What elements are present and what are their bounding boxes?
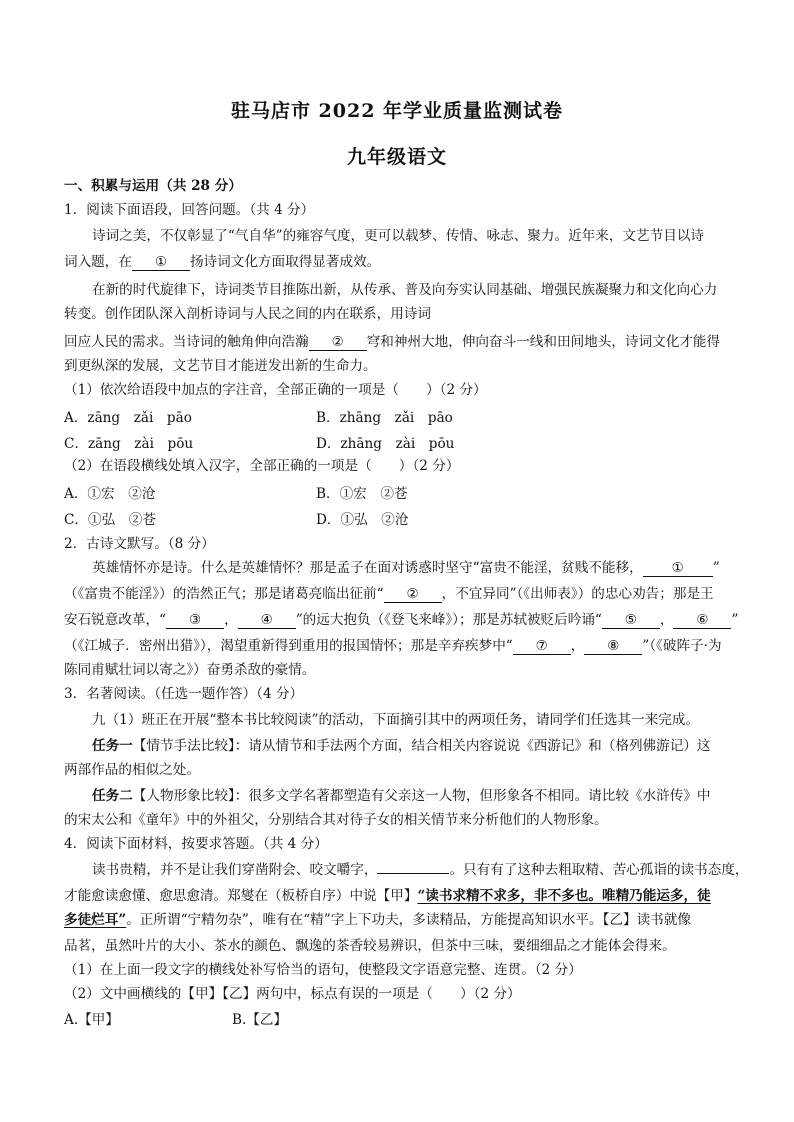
q4-sub2: （2）文中画横线的【甲】【乙】两句中，标点有误的一项是（ ）（2 分） [64, 986, 521, 1002]
q4-stem: 4．阅读下面材料，按要求答题。（共 4 分） [64, 836, 328, 852]
q1-para2-line2: 转变。创作团队深入剖析诗词与人民之间的内在联系，用诗词 [64, 306, 432, 322]
q4-para-line2: 才能愈读愈懂、愈思愈清。郑燮在（板桥自序）中说【甲】“读书求精不求多，非不多也。唯精乃能运多，徒 [64, 888, 711, 904]
q1-para2-line3: 回应人民的需求。当诗词的触角伸向浩瀚 ② 穹和神州大地，伸向奋斗一线和田间地头，诗词文化才能得 [64, 334, 721, 350]
q3-task1-line1: 任务一【情节手法比较】：请从情节和手法两个方面，结合相关内容说说《西游记》和（格列佛游记）这 [92, 738, 711, 754]
q2-blank-7[interactable]: ⑦ [513, 638, 571, 655]
q2-blank-4[interactable]: ④ [238, 612, 296, 629]
q1-sub2-option-d[interactable]: D．①弘 ②沧 [316, 512, 409, 528]
q2-blank-3[interactable]: ③ [166, 612, 224, 629]
q3-task2-line2: 的宋太公和《童年》中的外祖父，分别结合其对待子女的相关情节来分析他们的人物形象。 [64, 812, 608, 828]
q3-stem: 3．名著阅读。（任选一题作答）（4 分） [64, 686, 304, 702]
q2-blank-5[interactable]: ⑤ [602, 612, 660, 629]
q3-task1-label: 任务一 [92, 738, 133, 754]
q1-sub1-option-d[interactable]: D．zhāng zài pōu [316, 436, 455, 452]
q1-sub2-option-c[interactable]: C．①弘 ②苍 [64, 512, 156, 528]
q2-stem: 2．古诗文默写。（8 分） [64, 536, 215, 552]
q1-sub2: （2）在语段横线处填入汉字，全部正确的一项是（ ）（2 分） [64, 458, 460, 474]
q3-task2-label: 任务二 [92, 788, 133, 804]
q4-option-a[interactable]: A.【甲】 [64, 1012, 119, 1028]
q1-para2-line1: 在新的时代旋律下，诗词类节目推陈出新，从传承、普及向夯实认同基础、增强民族凝聚力和文化向心力 [92, 282, 718, 298]
exam-subject: 九年级语文 [346, 146, 447, 168]
q2-line4: （《江城子．密州出猎》），渴望重新得到重用的报国情怀；那是辛弃疾梦中“ ⑦ ， ⑧ ”（《破阵子·为 [64, 638, 722, 654]
q2-blank-1[interactable]: ① [643, 560, 713, 577]
q3-task1-line2: 两部作品的相似之处。 [64, 762, 200, 778]
q2-line2: （《富贵不能淫》）的浩然正气；那是诸葛亮临出征前“ ② ，不宜异同”（《出师表》）的忠心劝告；那是王 [64, 586, 714, 602]
q1-stem: 1．阅读下面语段，回答问题。（共 4 分） [64, 202, 315, 218]
q4-blank[interactable] [377, 873, 449, 874]
q1-sub1-option-a[interactable]: A．zāng zǎi pāo [64, 410, 192, 426]
q1-sub2-option-b[interactable]: B．①宏 ②苍 [316, 486, 408, 502]
q4-sub1: （1）在上面一段文字的横线处补写恰当的语句，使整段文字语意完整、连贯。（2 分） [64, 962, 582, 978]
q1-sub2-option-a[interactable]: A．①宏 ②沧 [64, 486, 156, 502]
q1-sub1-option-c[interactable]: C．zāng zài pōu [64, 436, 194, 452]
q4-para-line3: 多徒烂耳”。正所谓“宁精勿杂”，唯有在“精”字上下功夫，多读精品，方能提高知识水平。【乙】读书就像 [64, 912, 691, 928]
q1-para1-line1: 诗词之美，不仅彰显了“气自华”的雍容气度，更可以载梦、传情、咏志、聚力。近年来，文艺节目以诗 [92, 228, 705, 244]
exam-title: 驻马店市 2022 年学业质量监测试卷 [230, 100, 564, 122]
q1-sub1: （1）依次给语段中加点的字注音，全部正确的一项是（ ）（2 分） [64, 382, 487, 398]
q2-line1: 英雄情怀亦是诗。什么是英雄情怀？那是孟子在面对诱惑时坚守“富贵不能淫，贫贱不能移， ① ” [92, 560, 720, 576]
section-heading: 一、积累与运用（共 28 分） [64, 178, 242, 194]
q3-task2-line1: 任务二【人物形象比较】：很多文学名著都塑造有父亲这一人物，但形象各不相同。请比较《水浒传》中 [92, 788, 711, 804]
q4-para-line4: 品茗，虽然叶片的大小、茶水的颜色、飘逸的茶香较易辨识，但茶中三味，要细细品之才能体会得来。 [64, 938, 676, 954]
q2-blank-8[interactable]: ⑧ [584, 638, 642, 655]
q1-para1-line2: 词入题，在 ① 扬诗词文化方面取得显著成效。 [64, 254, 381, 270]
q2-line3: 安石锐意改革，“ ③ ， ④ ”的远大抱负（《登飞来峰》）；那是苏轼被贬后吟诵“ ⑤ ， ⑥ ” [64, 612, 739, 628]
q4-sentence-jia-end: 多徒烂耳” [64, 912, 127, 928]
q2-line5: 陈同甫赋壮词以寄之》）奋勇杀敌的豪情。 [64, 662, 316, 678]
q4-option-b[interactable]: B.【乙】 [232, 1012, 288, 1028]
q4-sentence-jia: “读书求精不求多，非不多也。唯精乃能运多，徒 [417, 888, 711, 904]
q1-para2-line4: 到更纵深的发展，文艺节目才能迸发出新的生命力。 [64, 358, 377, 374]
q1-blank-1[interactable]: ① [132, 254, 190, 271]
q1-sub1-option-b[interactable]: B．zhāng zǎi pāo [316, 410, 453, 426]
q2-blank-2[interactable]: ② [384, 586, 442, 603]
q4-para-line1: 读书贵精，并不是让我们穿凿附会、咬文嚼字， 。只有有了这种去粗取精、苦心孤诣的读书态度， [92, 862, 749, 878]
q1-blank-2[interactable]: ② [309, 334, 367, 351]
q2-blank-6[interactable]: ⑥ [673, 612, 731, 629]
q3-intro: 九（1）班正在开展“整本书比较阅读”的活动，下面摘引其中的两项任务，请同学们任选其一来完成。 [92, 712, 700, 728]
